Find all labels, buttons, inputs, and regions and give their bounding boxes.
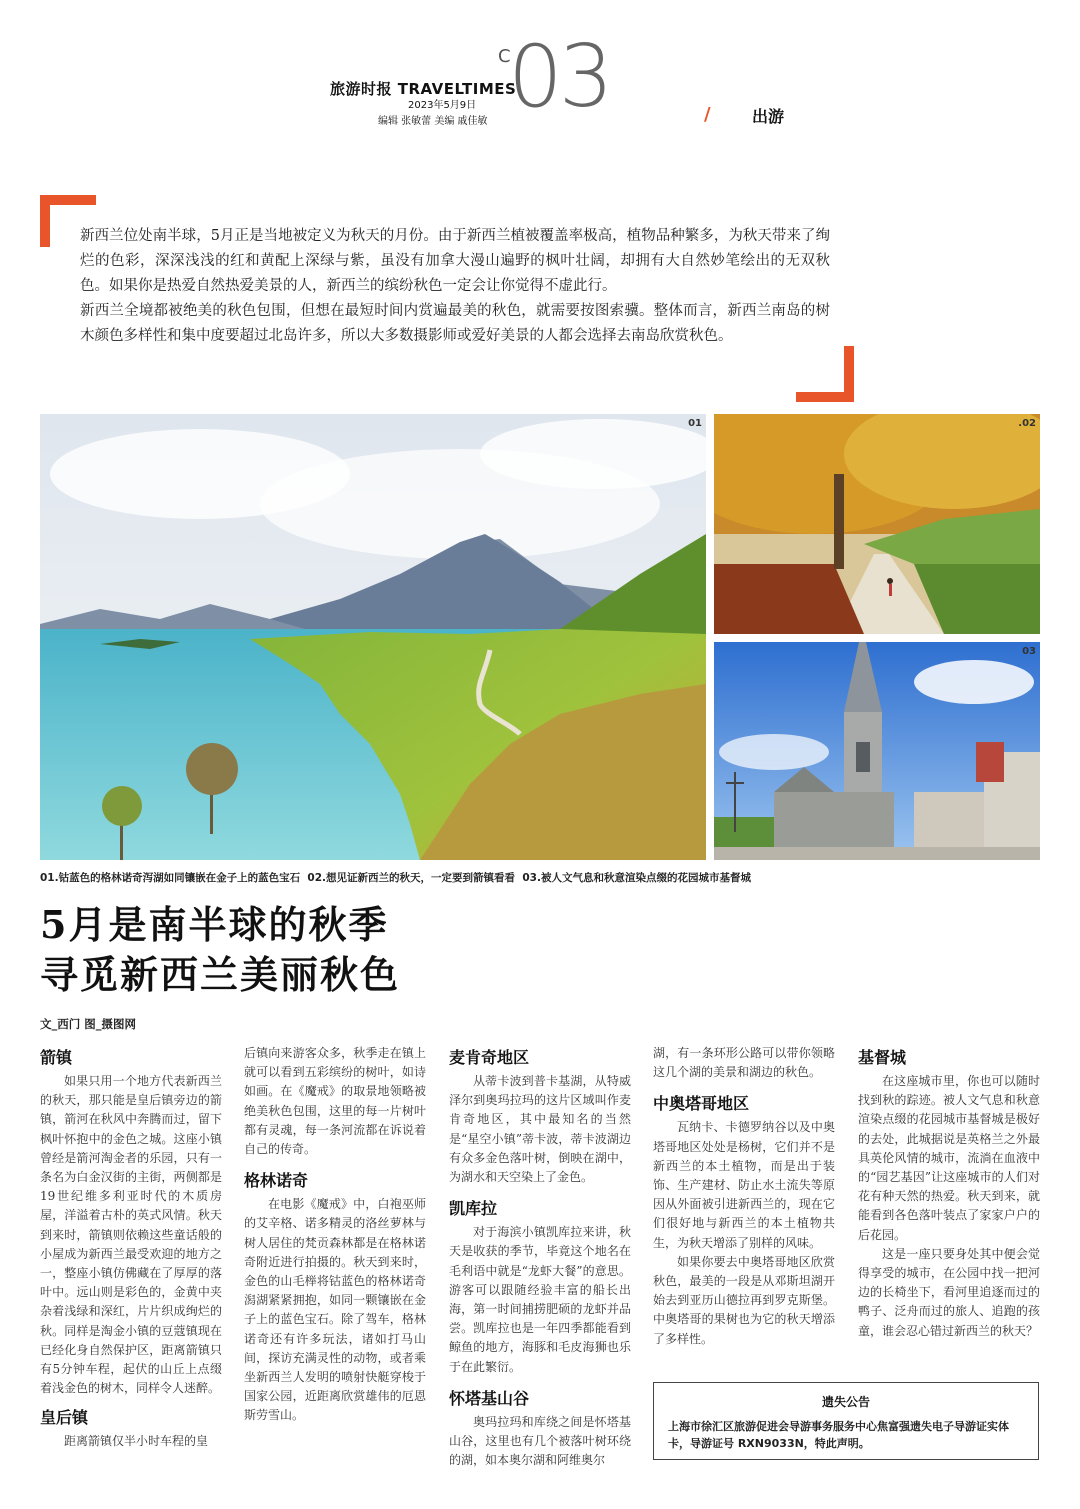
section-title-central-otago: 中奥塔哥地区 <box>653 1094 750 1114</box>
intro-text-2: 新西兰全境都被绝美的秋色包围，但想在最短时间内赏遍最美的秋色，就需要按图索骥。整体而言，新西兰南岛的树木颜色多样性和集中度要超过北岛许多，所以大多数摄影师或爱好美景的人都会选择去南岛欣赏秋色。 <box>80 303 830 344</box>
section-title-queenstown: 皇后镇 <box>40 1408 89 1428</box>
section-text-mackenzie: 从蒂卡波到普卡基湖，从特威泽尔到奥玛拉玛的这片区域叫作麦肯奇地区，其中最知名的当然是“星空小镇”蒂卡波，蒂卡波湖边有众多金色落叶树，倒映在湖中，为湖水和天空染上了金色。 <box>449 1074 631 1185</box>
notice-body: 上海市徐汇区旅游促进会导游事务服务中心焦富强遗失电子导游证实体卡，导游证号 RXN9033N，特此声明。 <box>668 1420 1009 1450</box>
section-slash: / <box>704 104 711 125</box>
photo-glenorchy-lagoon-image <box>40 414 706 860</box>
section-title-waitaki: 怀塔基山谷 <box>449 1388 530 1408</box>
photo-captions <box>40 870 751 885</box>
section-text-christchurch-2: 这是一座只要身处其中便会觉得享受的城市，在公园中找一把河边的长椅坐下，看河里追逐而过的鸭子、泛舟而过的旅人、追跑的孩童，谁会忍心错过新西兰的秋天？ <box>858 1246 1040 1338</box>
photo-caption-1: 01.钴蓝色的格林诺奇泻湖如同镶嵌在金子上的蓝色宝石 <box>40 872 301 884</box>
section-title-glenorchy: 格林诺奇 <box>244 1171 309 1191</box>
photo-christchurch-cathedral <box>714 642 1040 860</box>
photo-2-number: .02 <box>1018 418 1036 429</box>
intro-paragraph <box>80 224 830 349</box>
page-number: 03 <box>508 27 610 127</box>
photo-arrowtown-path <box>714 414 1040 634</box>
headline-line-2: 寻觅新西兰美丽秋色 <box>40 952 401 997</box>
masthead-date: 2023年5月9日 <box>408 100 477 111</box>
photo-arrowtown-path-image <box>714 414 1040 634</box>
section-label: 出游 <box>752 107 785 126</box>
column-1 <box>40 1044 222 1452</box>
intro-text-1: 新西兰位处南半球，5月正是当地被定义为秋天的月份。由于新西兰植被覆盖率极高，植物品种繁多，为秋天带来了绚烂的色彩，深深浅浅的红和黄配上深绿与紫，虽没有加拿大漫山遍野的枫叶壮阔，却拥有大自然妙笔绘出的无双秋色。如果你是热爱自然热爱美景的人，新西兰的缤纷秋色一定会让你觉得不虚此行。 <box>80 228 830 294</box>
photo-caption-3: 03.被人文气息和秋意渲染点缀的花园城市基督城 <box>522 872 751 884</box>
photo-christchurch-cathedral-image <box>714 642 1040 860</box>
notice-title: 遗失公告 <box>821 1395 870 1409</box>
byline: 文_西门 图_摄图网 <box>40 1017 137 1031</box>
photo-1-number: 01 <box>688 418 702 429</box>
page-letter: C <box>498 46 511 67</box>
section-text-waitaki-b: 湖，有一条环形公路可以带你领略这几个湖的美景和湖边的秋色。 <box>653 1046 835 1080</box>
intro-bracket-bottom-right <box>796 346 854 402</box>
lost-notice-box <box>653 1382 1039 1460</box>
section-text-christchurch-1: 在这座城市里，你也可以随时找到秋的踪迹。被人文气息和秋意渲染点缀的花园城市基督城是极好的去处，此城据说是英格兰之外最具英伦风情的城市，流淌在血液中的“园艺基因”让这座城市的人们对花有种天然的热爱。秋天到来，就能看到各色落叶装点了家家户户的后花园。 <box>858 1074 1040 1242</box>
column-3 <box>449 1044 631 1470</box>
section-text-central-otago-2: 如果你要去中奥塔哥地区欣赏秋色，最美的一段是从邓斯坦湖开始去到亚历山德拉再到罗克斯堡。中奥塔哥的果树也为它的秋天增添了多样性。 <box>653 1254 835 1346</box>
section-text-glenorchy: 在电影《魔戒》中，白袍巫师的艾辛格、诺多精灵的洛丝萝林与树人居住的梵贡森林都是在格林诺奇附近进行拍摄的。秋天到来时，金色的山毛榉将钴蓝色的格林诺奇潟湖紧紧拥抱，如同一颗镶嵌在金子上的蓝色宝石。除了驾车，格林诺奇还有许多玩法，诸如打马山间，探访充满灵性的动物，或者乘坐新西兰人发明的喷射快艇穿梭于国家公园，近距离欣赏雄伟的厄恩斯劳雪山。 <box>244 1197 426 1423</box>
column-2 <box>244 1044 426 1426</box>
section-text-queenstown-b: 后镇向来游客众多，秋季走在镇上就可以看到五彩缤纷的树叶，如诗如画。在《魔戒》的取景地领略被绝美秋色包围，这里的每一片树叶都有灵魂，每一条河流都在诉说着自己的传奇。 <box>244 1046 426 1157</box>
headline-line-1: 5月是南半球的秋季 <box>40 902 389 947</box>
article-headline <box>40 900 400 1000</box>
section-text-waitaki-a: 奥玛拉玛和库绕之间是怀塔基山谷，这里也有几个被落叶树环绕的湖，如本奥尔湖和阿维奥尔 <box>449 1414 631 1468</box>
photo-caption-2: 02.想见证新西兰的秋天，一定要到箭镇看看 <box>307 872 516 884</box>
column-5 <box>858 1044 1040 1341</box>
section-text-arrowtown: 如果只用一个地方代表新西兰的秋天，那只能是皇后镇旁边的箭镇，箭河在秋风中奔腾而过，留下枫叶怀抱中的金色之城。这座小镇曾经是箭河淘金者的乐园，只有一条名为白金汉街的主街，两侧都是19世纪维多利亚时代的木质房屋，洋溢着古朴的英式风情。秋天到来时，箭镇则依赖这些童话般的小屋成为新西兰最受欢迎的地方之一，整座小镇仿佛藏在了厚厚的落叶中。远山则是彩色的，金黄中夹杂着浅绿和深红，片片织成绚烂的秋。同样是淘金小镇的豆蔻镇现在已经化身自然保护区，距离箭镇只有5分钟车程，起伏的山丘上点缀着浅金色的树木，同样令人迷醉。 <box>40 1074 222 1396</box>
section-title-mackenzie: 麦肯奇地区 <box>449 1048 530 1067</box>
masthead-editors: 编辑 张敏蕾 美编 戚佳敏 <box>378 116 488 127</box>
section-text-queenstown-a: 距离箭镇仅半小时车程的皇 <box>64 1434 209 1449</box>
photo-3-number: 03 <box>1022 646 1036 657</box>
column-4 <box>653 1044 835 1349</box>
section-text-kaikoura: 对于海滨小镇凯库拉来讲，秋天是收获的季节，毕竟这个地名在毛利语中就是“龙虾大餐”的意思。游客可以跟随经验丰富的船长出海，第一时间捕捞肥硕的龙虾并品尝。凯库拉也是一年四季都能看到鲸鱼的地方，海豚和毛皮海狮也乐于在此繁衍。 <box>449 1225 631 1374</box>
section-title-christchurch: 基督城 <box>858 1048 907 1067</box>
section-text-central-otago-1: 瓦纳卡、卡德罗纳谷以及中奥塔哥地区处处是杨树，它们并不是新西兰的本土植物，而是出于装饰、生产建材、防止水土流失等原因从外面被引进新西兰的，现在它们很好地与新西兰的本土植物共生，为秋天增添了别样的风味。 <box>653 1120 835 1250</box>
photo-glenorchy-lagoon <box>40 414 706 860</box>
section-title-arrowtown: 箭镇 <box>40 1048 73 1067</box>
masthead-brand: 旅游时报 TRAVELTIMES <box>330 80 517 98</box>
section-title-kaikoura: 凯库拉 <box>449 1199 498 1219</box>
